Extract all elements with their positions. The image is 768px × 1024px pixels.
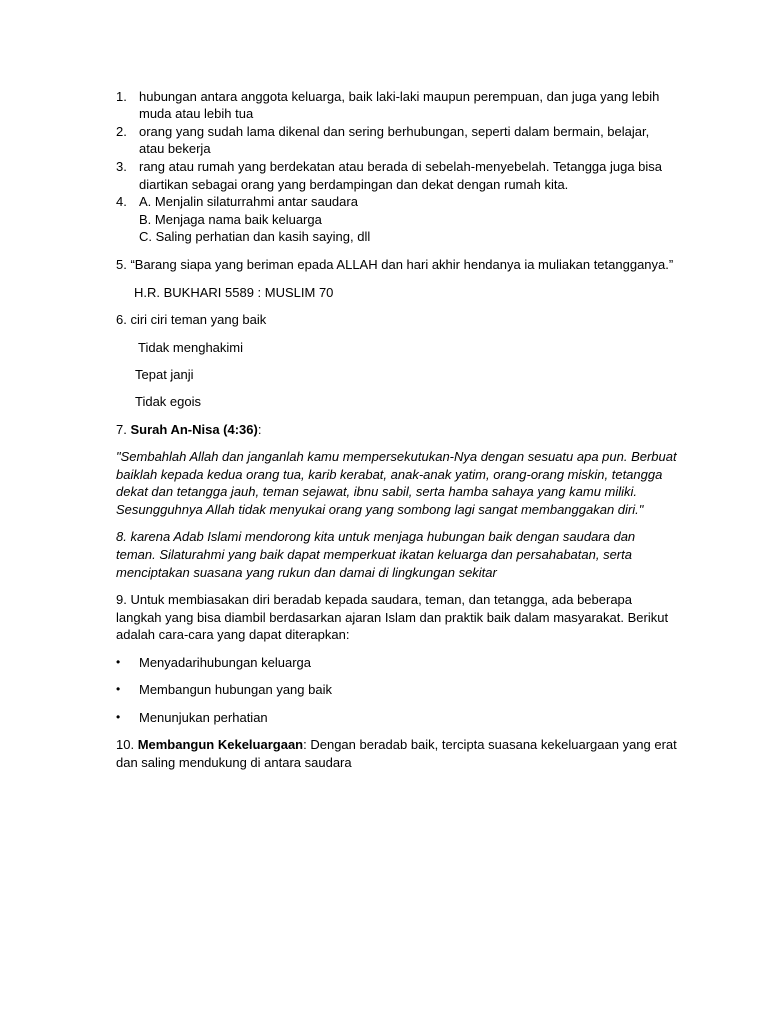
bullet-text: Membangun hubungan yang baik xyxy=(139,682,332,697)
source-text: H.R. BUKHARI 5589 : MUSLIM 70 xyxy=(134,285,334,300)
list-number: 1. xyxy=(116,89,127,104)
item-number: 7. xyxy=(116,422,131,437)
list-text: orang yang sudah lama dikenal dan sering berhubungan, seperti dalam bermain, belajar, xyxy=(139,124,650,139)
paragraph-text: langkah yang bisa diambil berdasarkan ajaran Islam dan praktik baik dalam masyarakat. Berikut xyxy=(116,610,669,625)
paragraph-text: adalah cara-cara yang dapat diterapkan: xyxy=(116,627,350,642)
verse-text: Sesungguhnya Allah tidak menyukai orang yang sombong lagi sangat membanggakan diri." xyxy=(116,502,644,517)
heading-text: 6. ciri ciri teman yang baik xyxy=(116,312,267,327)
surah-title: Surah An-Nisa (4:36) xyxy=(130,422,258,437)
paragraph-text: teman. Silaturahmi yang baik dapat memperkuat ikatan keluarga dan persahabatan, serta xyxy=(116,547,632,562)
trait-text: Tepat janji xyxy=(135,367,194,382)
list-text: A. Menjalin silaturrahmi antar saudara xyxy=(139,194,358,209)
item-10-text xyxy=(116,736,677,753)
verse-text: baiklah kepada kedua orang tua, karib kerabat, anak-anak yatim, orang-orang miskin, tetangga xyxy=(116,467,663,482)
list-text: B. Menjaga nama baik keluarga xyxy=(139,212,322,227)
bold-title: Membangun Kekeluargaan xyxy=(137,737,304,752)
bullet-icon: • xyxy=(116,682,121,696)
verse-text: dekat dan tetangga jauh, teman sejawat, ibnu sabil, serta hamba sahaya yang kamu miliki. xyxy=(116,484,638,499)
trait-text: Tidak menghakimi xyxy=(138,340,244,355)
list-text: atau bekerja xyxy=(139,141,211,156)
trait-text: Tidak egois xyxy=(135,394,201,409)
list-number: 2. xyxy=(116,124,127,139)
item-number: 10. xyxy=(116,737,138,752)
paragraph-text: 9. Untuk membiasakan diri beradab kepada saudara, teman, dan tetangga, ada beberapa xyxy=(116,592,633,607)
paragraph-text: menciptakan suasana yang rukun dan damai di lingkungan sekitar xyxy=(116,565,497,580)
bullet-text: Menyadarihubungan keluarga xyxy=(139,655,312,670)
list-number: 3. xyxy=(116,159,127,174)
bullet-text: Menunjukan perhatian xyxy=(139,710,268,725)
bullet-icon: • xyxy=(116,710,121,724)
list-text: diartikan sebagai orang yang berdampingan dan dekat dengan rumah kita. xyxy=(139,177,569,192)
surah-heading-line xyxy=(116,421,261,438)
colon: : xyxy=(257,422,262,437)
list-text: muda atau lebih tua xyxy=(139,106,254,121)
list-number: 4. xyxy=(116,194,127,209)
paragraph-text: 8. karena Adab Islami mendorong kita untuk menjaga hubungan baik dengan saudara dan xyxy=(116,529,636,544)
item-10-text: dan saling mendukung di antara saudara xyxy=(116,755,352,770)
list-text: hubungan antara anggota keluarga, baik laki-laki maupun perempuan, dan juga yang lebih xyxy=(139,89,660,104)
verse-text: "Sembahlah Allah dan janganlah kamu mempersekutukan-Nya dengan sesuatu apa pun. Berbuat xyxy=(116,449,677,464)
list-text: C. Saling perhatian dan kasih saying, dll xyxy=(139,229,371,244)
quote-text: 5. “Barang siapa yang beriman epada ALLAH dan hari akhir hendanya ia muliakan tetangganya.” xyxy=(116,257,674,272)
item-10-rest: : Dengan beradab baik, tercipta suasana kekeluargaan yang erat xyxy=(303,737,677,752)
bullet-icon: • xyxy=(116,655,121,669)
list-text: rang atau rumah yang berdekatan atau berada di sebelah-menyebelah. Tetangga juga bisa xyxy=(139,159,663,174)
